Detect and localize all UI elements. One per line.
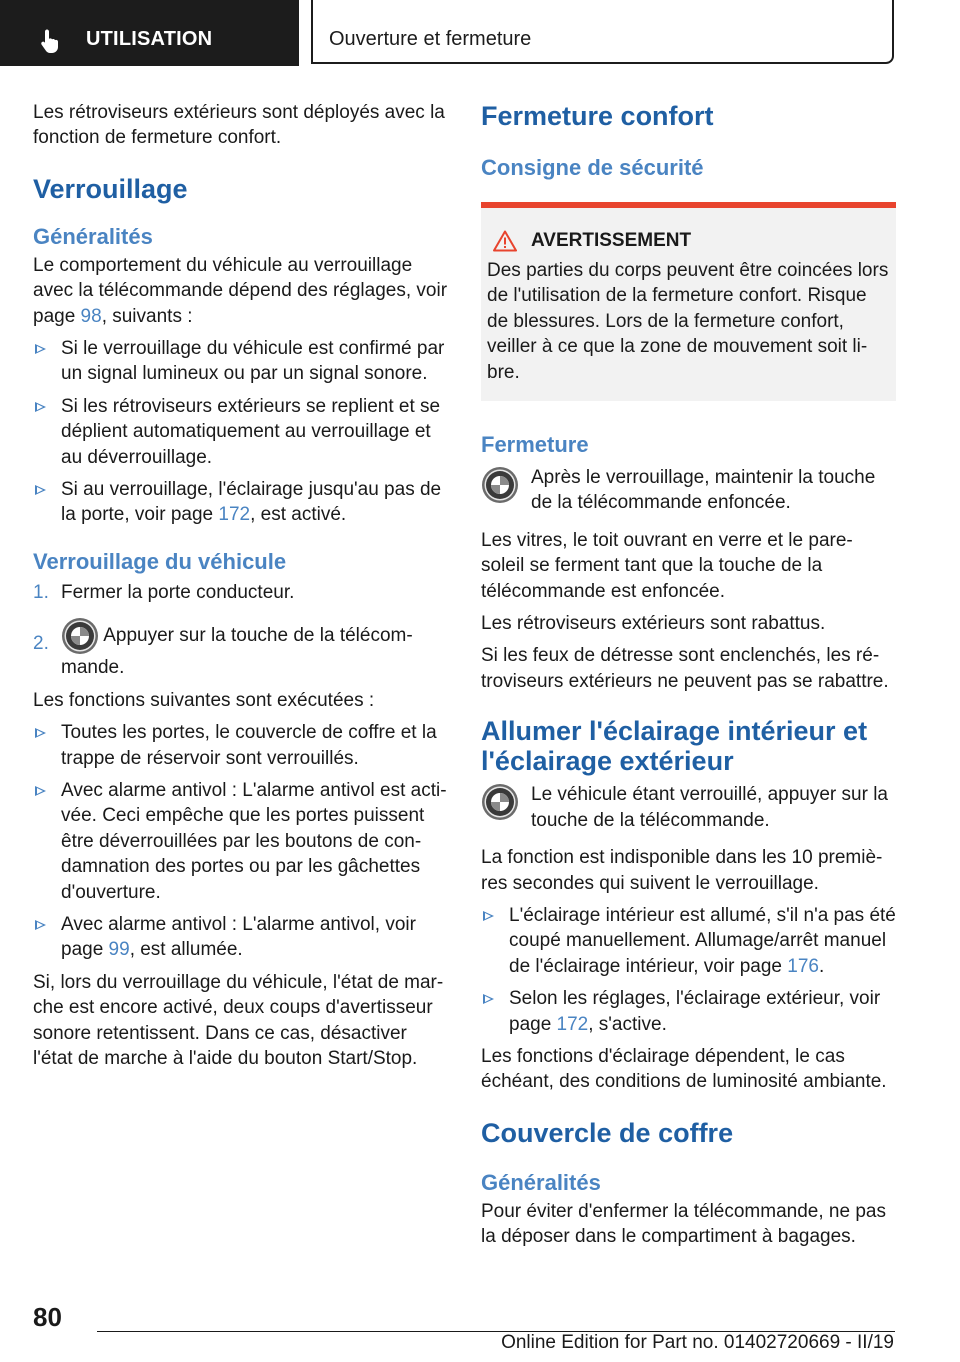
bullet-list-functions [33,720,448,963]
triangle-bullet-icon [35,920,46,930]
list-item: Si les rétroviseurs extérieurs se replient et se déplient automatiquement au verrouillage et au déverrouillage. [33,394,448,470]
bmw-key-button-icon [481,466,519,504]
page-link-99[interactable]: 99 [108,939,130,961]
bmw-key-button-icon [61,617,99,655]
allumer-paragraph-2: Les fonctions d'éclairage dépendent, le cas échéant, des conditions de luminosité ambiante. [481,1045,887,1093]
warning-title: AVERTISSEMENT [487,228,890,254]
page-link-98[interactable]: 98 [80,305,102,327]
page-header [0,0,960,66]
fermeture-paragraph-1: Les vitres, le toit ouvrant en verre et le pare-soleil se ferment tant que la touche de la télécommande est enfoncée. [481,529,853,602]
triangle-bullet-icon [35,728,46,738]
heading-verrouillage-vehicule: Verrouillage du véhicule [33,548,287,574]
chapter-title: Ouverture et fermeture [329,28,532,50]
warning-triangle-icon [493,230,517,252]
fermeture-icon-paragraph: Après le verrouillage, maintenir la touche de la télécommande enfoncée. [481,465,896,516]
page-number: 80 [33,1302,62,1332]
list-item: Si au verrouillage, l'éclairage jusqu'au pas de la porte, voir page 172, est activé. [33,477,448,528]
heading-fermeture-confort: Fermeture confort [481,101,714,131]
step-item: 1. Fermer la porte conducteur. [33,581,295,603]
fermeture-paragraph-3: Si les feux de détresse sont enclenchés, les rétroviseurs extérieurs ne peuvent pas se rabattre. [481,645,889,692]
functions-intro: Les fonctions suivantes sont exécutées : [33,689,375,711]
bmw-key-button-icon [481,783,519,821]
list-item: Si le verrouillage du véhicule est confirmé par un signal lumineux ou par un signal sonore. [33,336,448,387]
page-link-172[interactable]: 172 [218,504,251,526]
triangle-bullet-icon [483,994,494,1004]
closing-paragraph: Si, lors du verrouillage du véhicule, l'état de marche est encore activé, deux coups d'avertisseur sonore retentissent. Dans ce cas, désactiver l'état de marche à l'aide du bouton Start/Stop. [33,971,444,1069]
list-item: Toutes les portes, le couvercle de coffre et la trappe de réservoir sont verrouillés. [33,720,448,771]
hand-pointer-icon [40,28,62,54]
section-tab [0,0,299,66]
chapter-tab [311,0,894,64]
bullet-list-settings [33,336,448,528]
right-column [481,100,896,1257]
page-link-172[interactable]: 172 [556,1013,589,1035]
triangle-bullet-icon [35,402,46,412]
left-column [33,100,448,1078]
list-item: L'éclairage intérieur est allumé, s'il n'a pas été coupé manuellement. Allumage/arrêt manuel de l'éclairage intérieur, voir page 176. [481,903,896,979]
triangle-bullet-icon [35,786,46,796]
edition-note: Online Edition for Part no. 01402720669 - II/19 [501,1332,894,1353]
list-item: Selon les réglages, l'éclairage extérieur, voir page 172, s'active. [481,986,896,1037]
section-title: UTILISATION [86,28,213,50]
triangle-bullet-icon [483,911,494,921]
page-link-176[interactable]: 176 [787,955,819,977]
heading-consigne-securite: Consigne de sécurité [481,155,704,180]
warning-text: Des parties du corps peuvent être coincées lors de l'utilisation de la fermeture confort. Risque de blessures. Lors de la fermeture confort, veiller à ce que la zone de mouvement soit libre. [487,260,889,383]
generalites-paragraph: Le comportement du véhicule au verrouillage avec la télécommande dépend des réglages, voir page 98, suivants : [33,254,448,327]
heading-verrouillage: Verrouillage [33,173,188,204]
bullet-list-lighting [481,903,896,1037]
intro-paragraph: Les rétroviseurs extérieurs sont déployés avec la fonction de fermeture confort. [33,102,445,149]
couvercle-paragraph: Pour éviter d'enfermer la télécommande, ne pas la déposer dans le compartiment à bagages. [481,1200,886,1248]
heading-allumer-eclairage: Allumer l'éclairage intérieur et l'éclairage extérieur [481,716,868,777]
allumer-icon-paragraph: Le véhicule étant verrouillé, appuyer sur la touche de la télécommande. [481,782,896,833]
list-item: Avec alarme antivol : L'alarme antivol est activée. Ceci empêche que les portes puissent être déverrouillées par les boutons de condamnation des portes ou par les gâchettes d'ouverture. [33,778,448,905]
heading-generalites-coffre: Généralités [481,1169,601,1195]
triangle-bullet-icon [35,485,46,495]
fermeture-paragraph-2: Les rétroviseurs extérieurs sont rabattus. [481,613,826,635]
list-item: Avec alarme antivol : L'alarme antivol, voir page 99, est allumée. [33,912,448,963]
steps-list [33,580,448,681]
step-item: 2. Appuyer sur la touche de la télécommande. [33,617,448,680]
allumer-paragraph-1: La fonction est indisponible dans les 10 premières secondes qui suivent le verrouillage. [481,847,883,894]
heading-fermeture: Fermeture [481,432,589,458]
triangle-bullet-icon [35,344,46,354]
warning-box [481,202,896,401]
heading-generalites: Généralités [33,223,153,249]
heading-couvercle-coffre: Couvercle de coffre [481,1117,734,1148]
